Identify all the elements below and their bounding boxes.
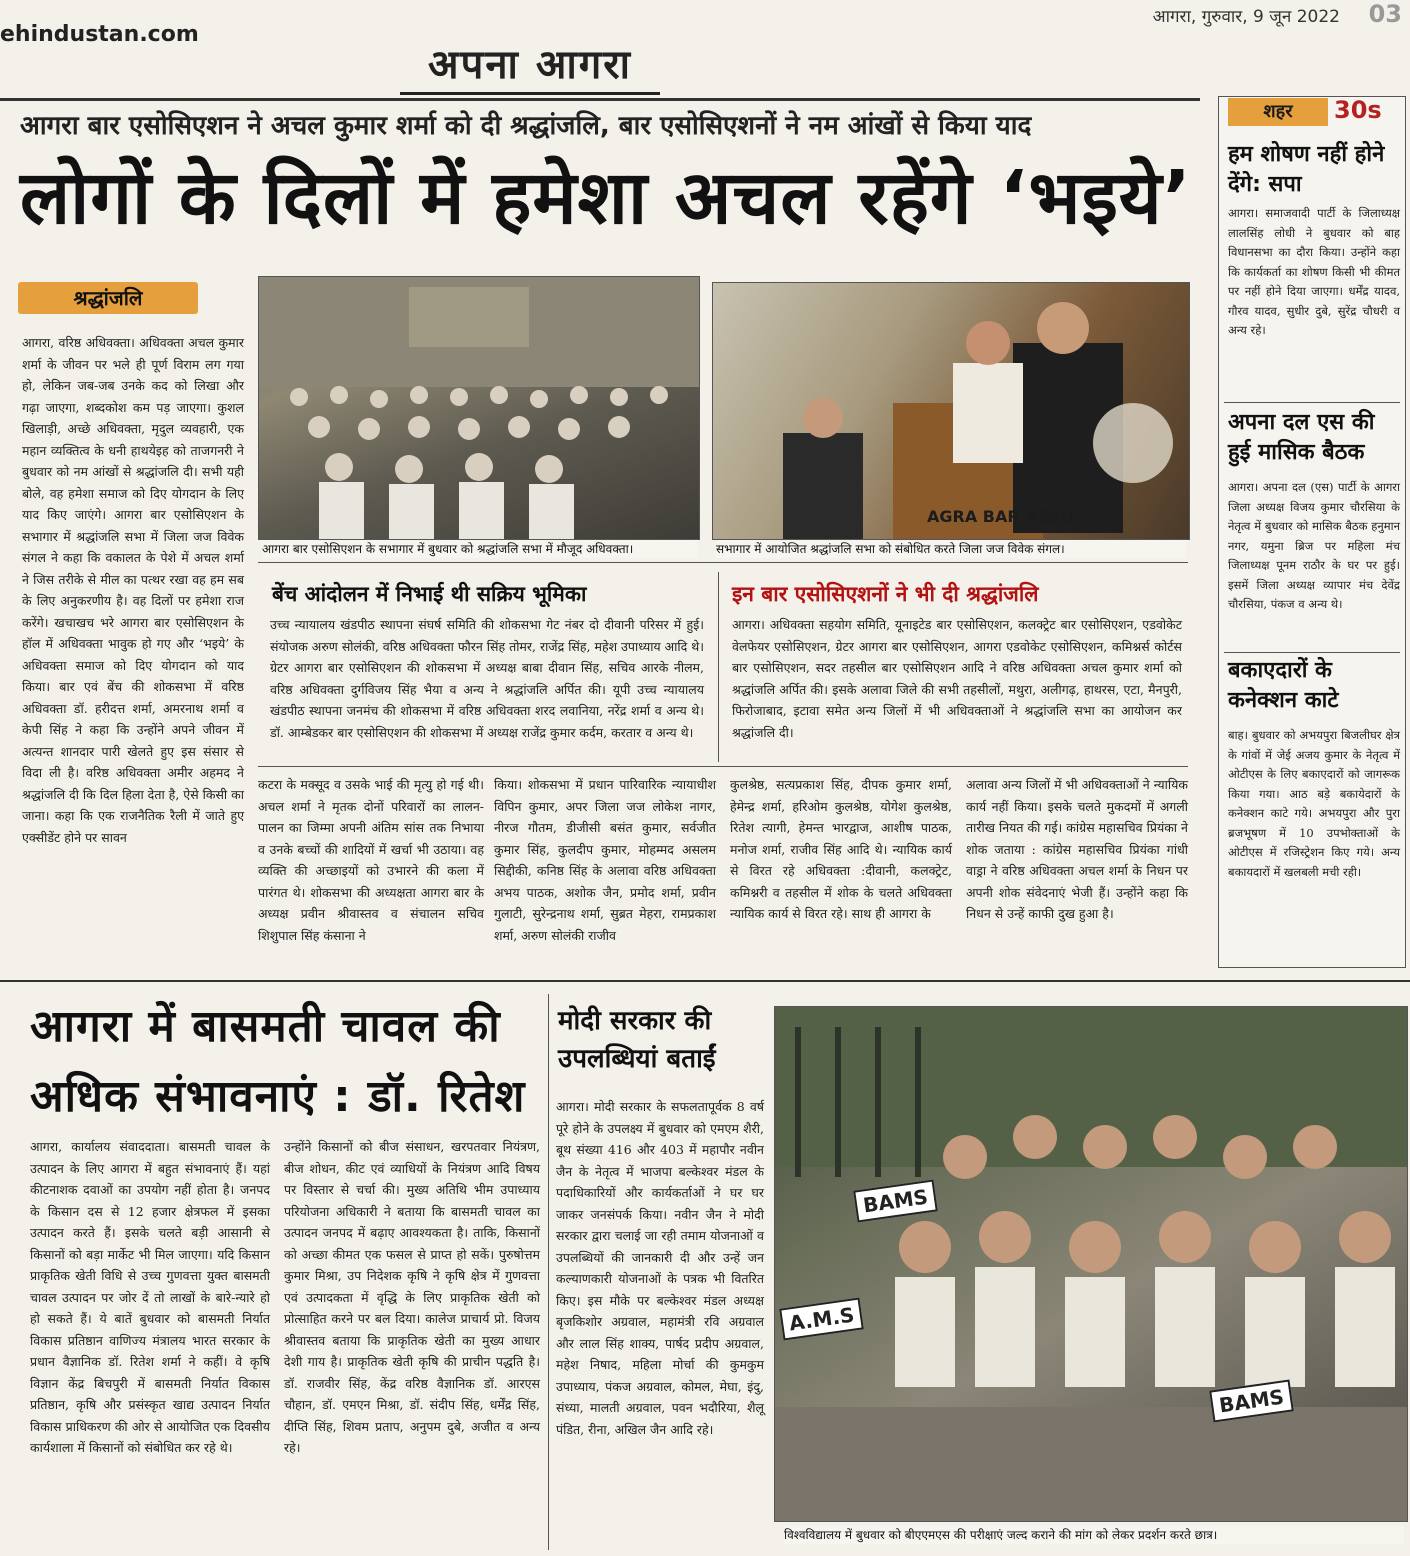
photo-speaker [712, 282, 1190, 540]
photo-speaker-caption: सभागार में आयोजित श्रद्धांजलि सभा को संबोधित करते जिला जज विवेक संगल। [716, 540, 1186, 558]
section-title: अपना आगरा [400, 38, 660, 95]
lead-column-3: किया। शोकसभा में प्रधान पारिवारिक न्यायाधीश विपिन कुमार, अपर जिला जज लोकेश नागर, नीरज गौतम, डीजीसी बसंत कुमार, सर्वजीत कुमार सिंह, कुलदीप कुमार, मोहम्मद असलम सिद्दीकी, कनिष्ठ सिंह के अलावा वरिष्ठ अधिवक्ता अभय पाठक, अशोक जैन, प्रमोद शर्मा, प्रवीन गुलाटी, सुरेन्द्रनाथ शर्मा, सुब्रत मेहरा, रामप्रकाश शर्मा, अरुण सोलंकी राजीव [494, 777, 716, 943]
photo-protest-graphic [775, 1007, 1407, 1521]
subhead-associations-text: आगरा। अधिवक्ता सहयोग समिति, यूनाइटेड बार एसोसिएशन, कलक्ट्रेट बार एसोसिएशन, एडवोकेट वेलफेयर एसोसिएशन, ग्रेटर आगरा बार एसोसिएशन, आगरा एडवोकेट एसोसिएशन, कमिश्नर्स कोर्टस बार एसोसिएशन, सदर तहसील बार एसोसिएशन आदि ने वरिष्ठ अधिवक्ता अचल कुमार शर्मा को श्रद्धांजलि अर्पित की। इसके अलावा जिले की सभी तहसीलों, मथुरा, अलीगढ़, हाथरस, एटा, मैनपुरी, फिरोजाबाद, इटावा समेत अन्य जिलों में भी अधिवक्ताओं ने श्रद्धांजलि सभा का आयोजन कर श्रद्धांजलि दी। [732, 617, 1182, 740]
site-url: ehindustan.com [0, 22, 199, 47]
sidebar-story2-text: आगरा। अपना दल (एस) पार्टी के आगरा जिला अध्यक्ष विजय कुमार चौरसिया के नेतृत्व में बुधवार को मासिक बैठक हनुमान नगर, यमुना ब्रिज पर महिला मंच जिलाध्यक्ष पूनम राठौर के घर पर हुई। इसमें जिला अध्यक्ष व्यापार मंच देवेंद्र चौरसिया, पंकज व अन्य थे। [1228, 480, 1400, 611]
top-divider [0, 98, 1200, 101]
subhead-associations: इन बार एसोसिएशनों ने भी दी श्रद्धांजलि [732, 582, 1039, 606]
sidebar-divider-1 [1224, 402, 1400, 403]
photo-speaker-graphic [713, 283, 1189, 539]
sidebar-tag-mark: 30s [1334, 96, 1382, 124]
modi-headline: मोदी सरकार की उपलब्धियां बताईं [558, 1006, 716, 1074]
photo-assembly-graphic [259, 277, 699, 539]
sidebar-story3-text: बाह। बुधवार को अभयपुरा बिजलीघर क्षेत्र के गांवों में जेई अजय कुमार के नेतृत्व में ओटीएस के लिए बकाएदारों को जागरूक किया गया। आठ बड़े बकायेदारों के कनेक्शन काटे गये। अभयपुरा और पुरा ब्रजभूषण में 10 उपभोक्ताओं के ओटीएस में रजिस्ट्रेशन किए गये। अन्य बकायदारों में खलबली मची रही। [1228, 728, 1400, 879]
lead-column-1: आगरा, वरिष्ठ अधिवक्ता। अधिवक्ता अचल कुमार शर्मा के जीवन पर भले ही पूर्ण विराम लग गया हो, लेकिन जब-जब उनके कद को लिखा और गढ़ा जाएगा, शब्दकोश कम पड़ जाएगा। कुशल खिलाड़ी, अच्छे अधिवक्ता, मृदुल व्यवहारी, एक महान व्यक्तित्व के धनी हाथयेइह को ताजगनरी ने बुधवार को नम आंखों से श्रद्धांजलि दी। सभी यही बोले, वह हमेशा समाज को दिए योगदान के लिए याद किए जाएंगे। आगरा बार एसोसिएशन के सभागार में श्रद्धांजलि सभा में जिला जज विवेक संगल ने कहा कि वकालत के पेशे में अचल शर्मा ने जिस तरीके से मील का पत्थर रखा वह हम सब के लिए अनुकरणीय है। वह दिलों पर हमेशा राज करेंगे। खचाखच भरे आगरा बार एसोसिएशन के हॉल में अधिवक्ता भावुक हो गए और ‘भइये’ के अधिवक्ता समाज को दिए योगदान को याद किया। बार एवं बेंच की शोकसभा में वरिष्ठ अधिवक्ता डॉ. हरीदत्त शर्मा, अमरनाथ शर्मा व केपी सिंह ने कहा कि उन्होंने अपने जीवन में अत्यन्त शानदार पारी खेलते हुए इस संसार से विदा ली है। वरिष्ठ अधिवक्ता अमीर अहमद ने श्रद्धांजलि दी कि दिल हिला देता है, ऐसे किसी का जाना। कहा कि एक राजनैतिक रैली में जाते हुए एक्सीडेंट होने पर सावन [22, 335, 244, 845]
sidebar-divider-2 [1224, 652, 1400, 653]
photo-protest-caption: विश्वविद्यालय में बुधवार को बीएएमएस की परीक्षाएं जल्द कराने की मांग को लेकर प्रदर्शन करते छात्र। [784, 1526, 1404, 1544]
columns-divider [258, 766, 1188, 767]
lead-column-5: अलावा अन्य जिलों में भी अधिवक्ताओं ने न्यायिक कार्य नहीं किया। इसके चलते मुकदमों में अगली तारीख नियत की गई। कांग्रेस महासचिव प्रियंका ने शोक जताया : कांग्रेस महासचिव प्रियंका गांधी वाड्रा ने वरिष्ठ अधिवक्ता अचल शर्मा के निधन पर अपनी शोक संवेदनाएं भेजी हैं। उन्होंने कहा कि निधन से उन्हें काफी दुख हुआ है। [966, 777, 1188, 921]
rice-headline-line2: अधिक संभावनाएं : डॉ. रितेश [30, 1071, 526, 1122]
sidebar-story3-headline: बकाएदारों के कनेक्शन काटे [1228, 658, 1339, 713]
lead-column-2: कटरा के मक्सूद व उसके भाई की मृत्यु हो गई थी। अचल शर्मा ने मृतक दोनों परिवारों का लालन-पालन का जिम्मा अपनी अंतिम सांस तक निभाया व उनके बच्चों की शादियों में खर्चा भी उठाया। वह व्यक्ति की अच्छाइयों को उभारने की कला में पारंगत थे। शोकसभा की अध्यक्षता आगरा बार के अध्यक्ष प्रवीन श्रीवास्तव व संचालन सचिव शिशुपाल सिंह कंसाना ने [258, 777, 484, 943]
sidebar-story2-headline: अपना दल एस की हुई मासिक बैठक [1228, 410, 1375, 465]
rice-column-2: उन्होंने किसानों को बीज संसाधन, खरपतवार नियंत्रण, बीज शोधन, कीट एवं व्याधियों के नियंत्रण आदि विषय पर विस्तार से चर्चा की। मुख्य अतिथि भीम उपाध्याय परियोजना अधिकारी ने बताया कि बासमती चावल का उत्पादन जनपद में बढ़ाए आवश्यकता है। ताकि, किसानों को अच्छा कीमत एक फसल से प्राप्त हो सकें। पुरुषोत्तम कुमार मिश्रा, उप निदेशक कृषि ने कृषि क्षेत्र में गुणवत्ता एवं उत्पादकता में वृद्धि के लिए प्राकृतिक खेती को प्रोत्साहित करने पर बल दिया। कालेज प्राचार्य प्रो. विजय श्रीवास्तव बताया कि प्राकृतिक खेती का मुख्य आधार देशी गाय है। प्राकृतिक खेती कृषि की प्राचीन पद्धति है। डॉ. राजवीर सिंह, केंद्र वरिष्ठ वैज्ञानिक डॉ. आरएस चौहान, डॉ. एमएन मिश्रा, डॉ. संदीप सिंह, धर्मेंद्र सिंह, दीप्ति सिंह, शिवम प्रताप, अनुपम दुबे, अजीत व अन्य रहे। [284, 1139, 540, 1455]
sidebar-story1-text: आगरा। समाजवादी पार्टी के जिलाध्यक्ष लालसिंह लोधी ने बुधवार को बाह विधानसभा का दौरा किया। उन्होंने कहा कि कार्यकर्ता का शोषण किसी भी कीमत पर नहीं होने दिया जाएगा। धर्मेंद्र यादव, गौरव यादव, सुधीर दुबे, सुरेंद्र चौधरी व अन्य रहे। [1228, 206, 1400, 337]
lead-column-4: कुलश्रेष्ठ, सत्यप्रकाश सिंह, दीपक कुमार शर्मा, हेमेन्द्र शर्मा, हरिओम कुलश्रेष्ठ, योगेश कुलश्रेष्ठ, रितेश त्यागी, हेमन्त भारद्वाज, आशीष पाठक, मनोज शर्मा, राजीव सिंह आदि थे। न्यायिक कार्य से विरत रहे अधिवक्ता :दीवानी, कलक्ट्रेट, कमिश्नरी व तहसील में शोक के चलते अधिवक्ता न्यायिक कार्य से विरत रहे। साथ ही आगरा के [730, 777, 952, 921]
modi-text: आगरा। मोदी सरकार के सफलतापूर्वक 8 वर्ष पूरे होने के उपलक्ष्य में बुधवार को एमएम शैरी, बूथ संख्या 416 और 403 में महापौर नवीन जैन के नेतृत्व में भाजपा बल्केश्वर मंडल के पदाधिकारियों और कार्यकर्ताओं ने घर घर जाकर जनसंपर्क किया। नवीन जैन ने मोदी सरकार द्वारा चलाई जा रही तमाम योजनाओं व उपलब्धियों की जानकारी दी और उन्हें जन कल्याणकारी योजनाओं के पत्रक भी वितरित किए। इस मौके पर बल्केश्वर मंडल अध्यक्ष बृजकिशोर अग्रवाल, महामंत्री रवि अग्रवाल और लाल सिंह शाक्य, पार्षद प्रदीप अग्रवाल, महेश निषाद, महिला मोर्चा की कुमकुम उपाध्याय, पंकज अग्रवाल, कोमल, मेघा, इंदु, संध्या, मालती अग्रवाल, पवन भदौरिया, शैलू पंडित, रीना, अखिल जैन आदि रहे। [556, 1099, 764, 1437]
placard-3: BAMS [1209, 1380, 1294, 1423]
rice-headline-line1: आगरा में बासमती चावल की [30, 1001, 501, 1052]
subhead-bench: बेंच आंदोलन में निभाई थी सक्रिय भूमिका [272, 582, 587, 606]
photo-speaker-sign: AGRA BAR ASSO [927, 507, 1074, 526]
rice-column-1: आगरा, कार्यालय संवाददाता। बासमती चावल के उत्पादन के लिए आगरा में बहुत संभावनाएं हैं। यहां कीटनाशक दवाओं का उपयोग नहीं होता है। जनपद के किसान दस से 12 हजार क्षेत्रफल में इसका उत्पादन करते हैं। इसके चलते बड़ी आसानी से किसानों को बड़ा मार्केट भी मिल जाएगा। यदि किसान प्राकृतिक खेती विधि से उच्च गुणवत्ता युक्त बासमती चावल उत्पादन पर जोर दें तो लाखों के बारे-न्यारे हो हो सकते हैं। ये बातें बुधवार को बासमती निर्यात विकास प्रतिष्ठान वाणिज्य मंत्रालय भारत सरकार के प्रधान वैज्ञानिक डॉ. रितेश शर्मा ने कहीं। वे कृषि विज्ञान केंद्र बिचपुरी में बासमती निर्यात विकास प्रतिष्ठान, कृषि और प्रसंस्कृत खाद्य उत्पादन निर्यात विकास प्राधिकरण की ओर से आयोजित एक दिवसीय कार्यशाला में किसानों को संबोधित कर रहे थे। [30, 1139, 270, 1455]
subhead-divider [718, 572, 719, 762]
photo-assembly [258, 276, 700, 540]
placard-1: BAMS [853, 1180, 938, 1223]
page-number: 03 [1368, 0, 1402, 28]
bottom-section-divider [0, 980, 1410, 982]
lead-kicker: आगरा बार एसोसिएशन ने अचल कुमार शर्मा को दी श्रद्धांजलि, बार एसोसिएशनों ने नम आंखों से किया याद [20, 111, 1032, 141]
lead-tag: श्रद्धांजलि [18, 282, 198, 314]
photo-protest [774, 1006, 1408, 1522]
dateline: आगरा, गुरुवार, 9 जून 2022 [1152, 7, 1340, 27]
rice-modi-divider [548, 994, 549, 1550]
subhead-bench-text: उच्च न्यायालय खंडपीठ स्थापना संघर्ष समिति की शोकसभा गेट नंबर दो दीवानी परिसर में हुई। संयोजक अरुण सोलंकी, वरिष्ठ अधिवक्ता फौरन सिंह तोमर, राजेंद्र सिंह, महेश उपाध्याय आदि थे। ग्रेटर आगरा बार एसोसिएशन की शोकसभा में अध्यक्ष बाबा दीवान सिंह, सचिव आरके नीलम, वरिष्ठ अधिवक्ता दुर्गविजय सिंह भैया व अन्य ने श्रद्धांजलि अर्पित की। यूपी उच्च न्यायालय खंडपीठ स्थापना जनमंच की शोकसभा में वरिष्ठ अधिवक्ता शरद लवानिया, नरेंद्र शर्मा व अन्य थे। डॉ. आम्बेडकर बार एसोसिएशन की शोकसभा में अध्यक्ष राजेंद्र कुमार कर्दम, करतार व अन्य थे। [270, 617, 705, 740]
photo-assembly-caption: आगरा बार एसोसिएशन के सभागार में बुधवार को श्रद्धांजलि सभा में मौजूद अधिवक्ता। [262, 540, 698, 558]
sidebar-story1-headline: हम शोषण नहीं होने देंगे: सपा [1228, 142, 1385, 197]
lead-headline: लोगों के दिलों में हमेशा अचल रहेंगे ‘भइये’ [20, 155, 1192, 241]
placard-2: A.M.S [779, 1297, 864, 1340]
sidebar-tag: शहर [1228, 98, 1328, 126]
photo-divider [258, 562, 1188, 563]
